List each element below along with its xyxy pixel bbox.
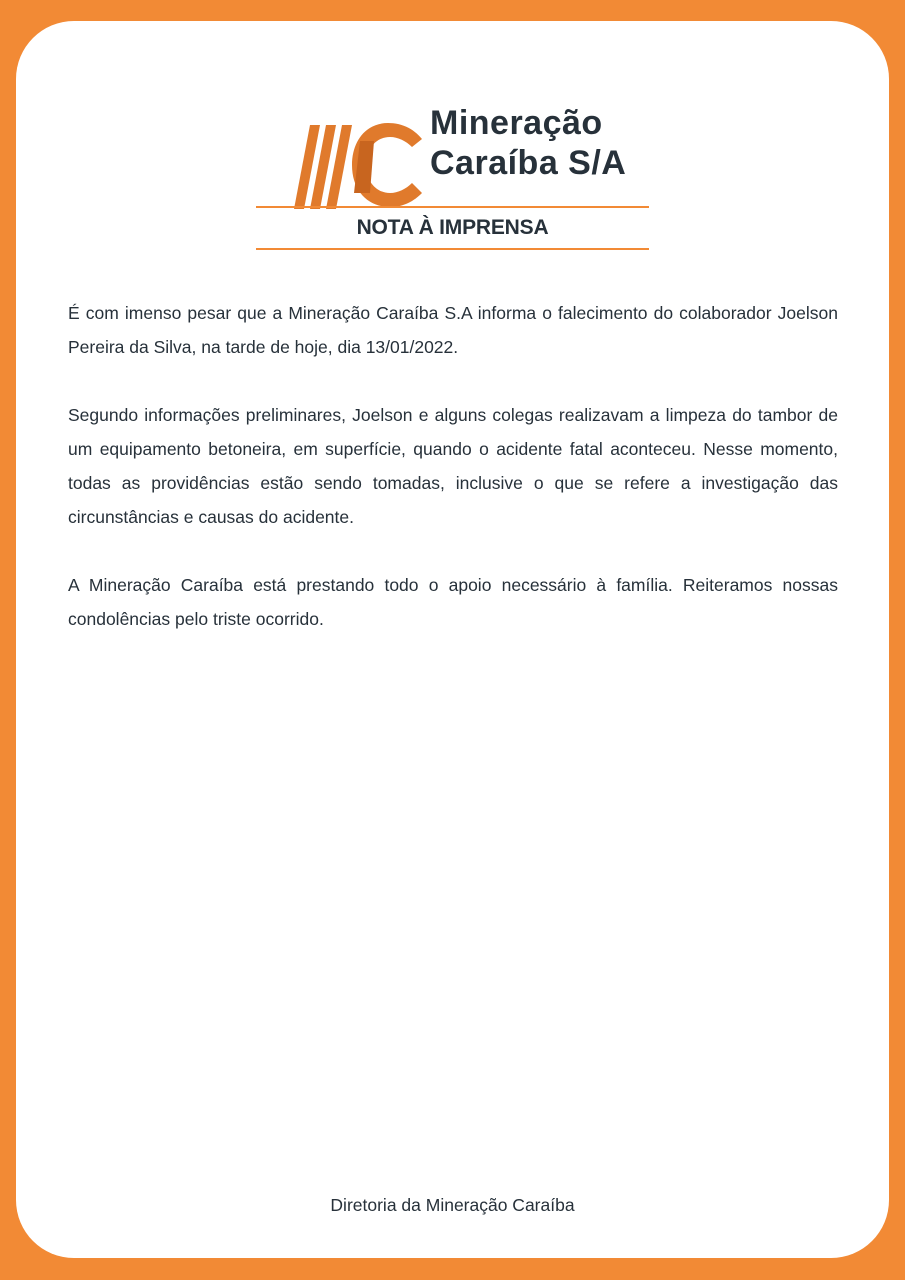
paragraph: A Mineração Caraíba está prestando todo o apoio necessário à família. Reiteramos nossas condolências pelo triste ocorrido. — [68, 575, 838, 629]
company-name-line2: Caraíba S/A — [430, 144, 627, 182]
paragraph: É com imenso pesar que a Mineração Caraíba S.A informa o falecimento do colaborador Joelson Pereira da Silva, na tarde de hoje, dia 13/01/2022. — [68, 303, 838, 357]
press-note-body — [68, 296, 838, 670]
page-title: NOTA À IMPRENSA — [356, 216, 549, 239]
press-note-card — [16, 21, 889, 1258]
heading-rule-top — [256, 206, 649, 208]
signature: Diretoria da Mineração Caraíba — [330, 1195, 575, 1215]
paragraph: Segundo informações preliminares, Joelson e alguns colegas realizavam a limpeza do tambor de um equipamento betoneira, em superfície, quando o acidente fatal aconteceu. Nesse momento, todas as providências estão sendo tomadas, inclusive o que se refere a investigação das circunstâncias e causas do acidente. — [68, 405, 838, 527]
company-logo — [294, 101, 634, 213]
heading-rule-bottom — [256, 248, 649, 250]
company-name — [430, 103, 626, 183]
company-name-line1: Mineração — [430, 104, 603, 142]
mc-monogram-icon — [294, 101, 426, 209]
